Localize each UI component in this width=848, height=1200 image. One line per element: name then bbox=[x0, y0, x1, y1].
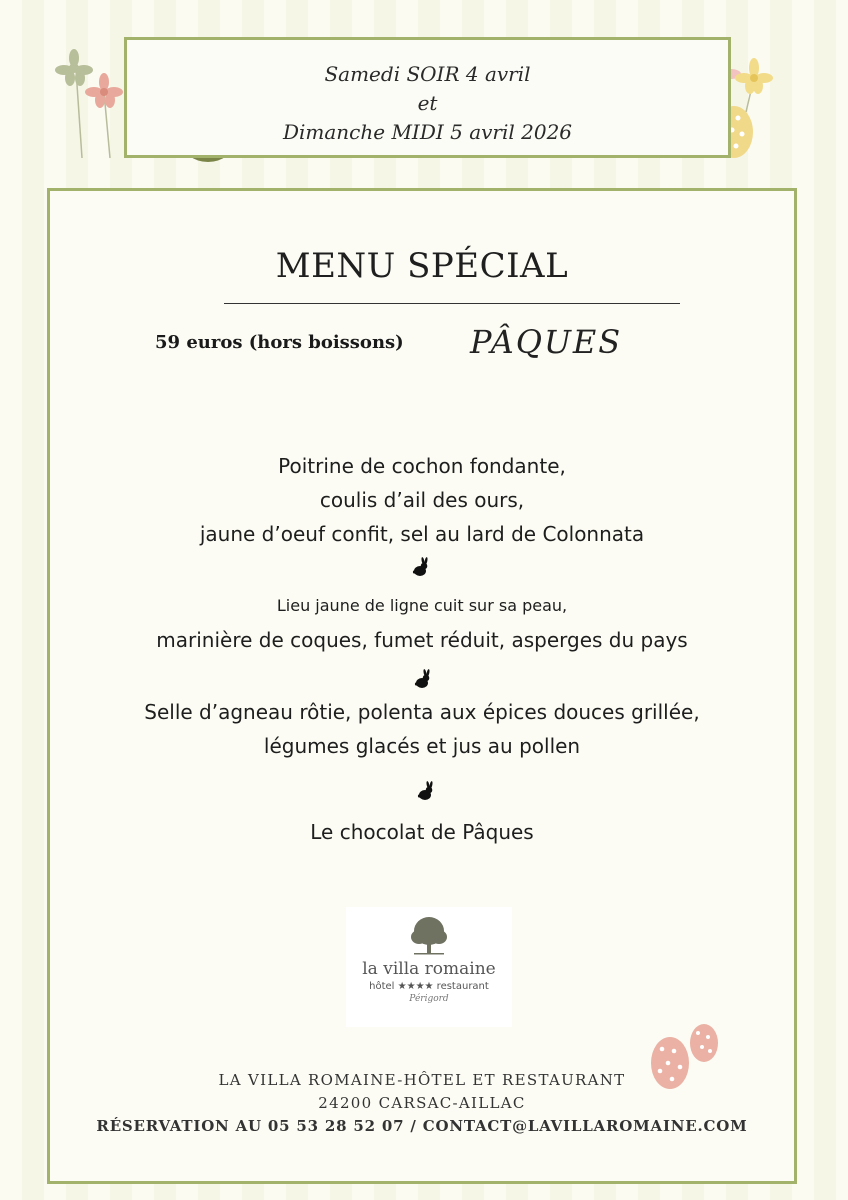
date-banner bbox=[124, 37, 731, 158]
title-divider bbox=[224, 303, 680, 304]
rabbit-icon bbox=[411, 557, 431, 577]
logo-name: la villa romaine bbox=[362, 959, 496, 979]
menu-card bbox=[47, 188, 797, 1184]
occasion-title: PÂQUES bbox=[470, 323, 623, 361]
course-line: Selle d’agneau rôtie, polenta aux épices douces grillée, bbox=[144, 700, 700, 724]
footer-name: LA VILLA ROMAINE-HÔTEL ET RESTAURANT bbox=[218, 1071, 626, 1089]
course-line: marinière de coques, fumet réduit, asperges du pays bbox=[156, 628, 688, 652]
rabbit-icon bbox=[416, 781, 436, 801]
course-line: jaune d’oeuf confit, sel au lard de Colonnata bbox=[199, 522, 645, 546]
course-line: Lieu jaune de ligne cuit sur sa peau, bbox=[276, 596, 568, 615]
tree-icon bbox=[410, 915, 448, 957]
logo-region: Périgord bbox=[409, 994, 449, 1004]
menu-title: MENU SPÉCIAL bbox=[275, 246, 569, 286]
course-line: Poitrine de cochon fondante, bbox=[278, 454, 566, 478]
date-line-sunday: Dimanche MIDI 5 avril 2026 bbox=[282, 120, 573, 144]
logo-subtitle: hôtel ★★★★ restaurant bbox=[369, 981, 489, 992]
course-dessert bbox=[50, 815, 794, 849]
course-line: légumes glacés et jus au pollen bbox=[263, 734, 581, 758]
date-line-saturday: Samedi SOIR 4 avril bbox=[324, 62, 531, 86]
date-line-and: et bbox=[417, 91, 438, 115]
footer-reservation: RÉSERVATION AU 05 53 28 52 07 / CONTACT@LAVILLAROMAINE.COM bbox=[96, 1117, 748, 1135]
footer-address: 24200 CARSAC-AILLAC bbox=[318, 1094, 526, 1112]
course-fish bbox=[50, 589, 794, 657]
course-line: Le chocolat de Pâques bbox=[310, 820, 534, 844]
menu-price: 59 euros (hors boissons) bbox=[155, 332, 404, 353]
rabbit-icon bbox=[413, 669, 433, 689]
course-starter bbox=[50, 449, 794, 551]
hotel-logo bbox=[346, 907, 512, 1027]
course-main bbox=[50, 695, 794, 763]
course-line: coulis d’ail des ours, bbox=[319, 488, 525, 512]
